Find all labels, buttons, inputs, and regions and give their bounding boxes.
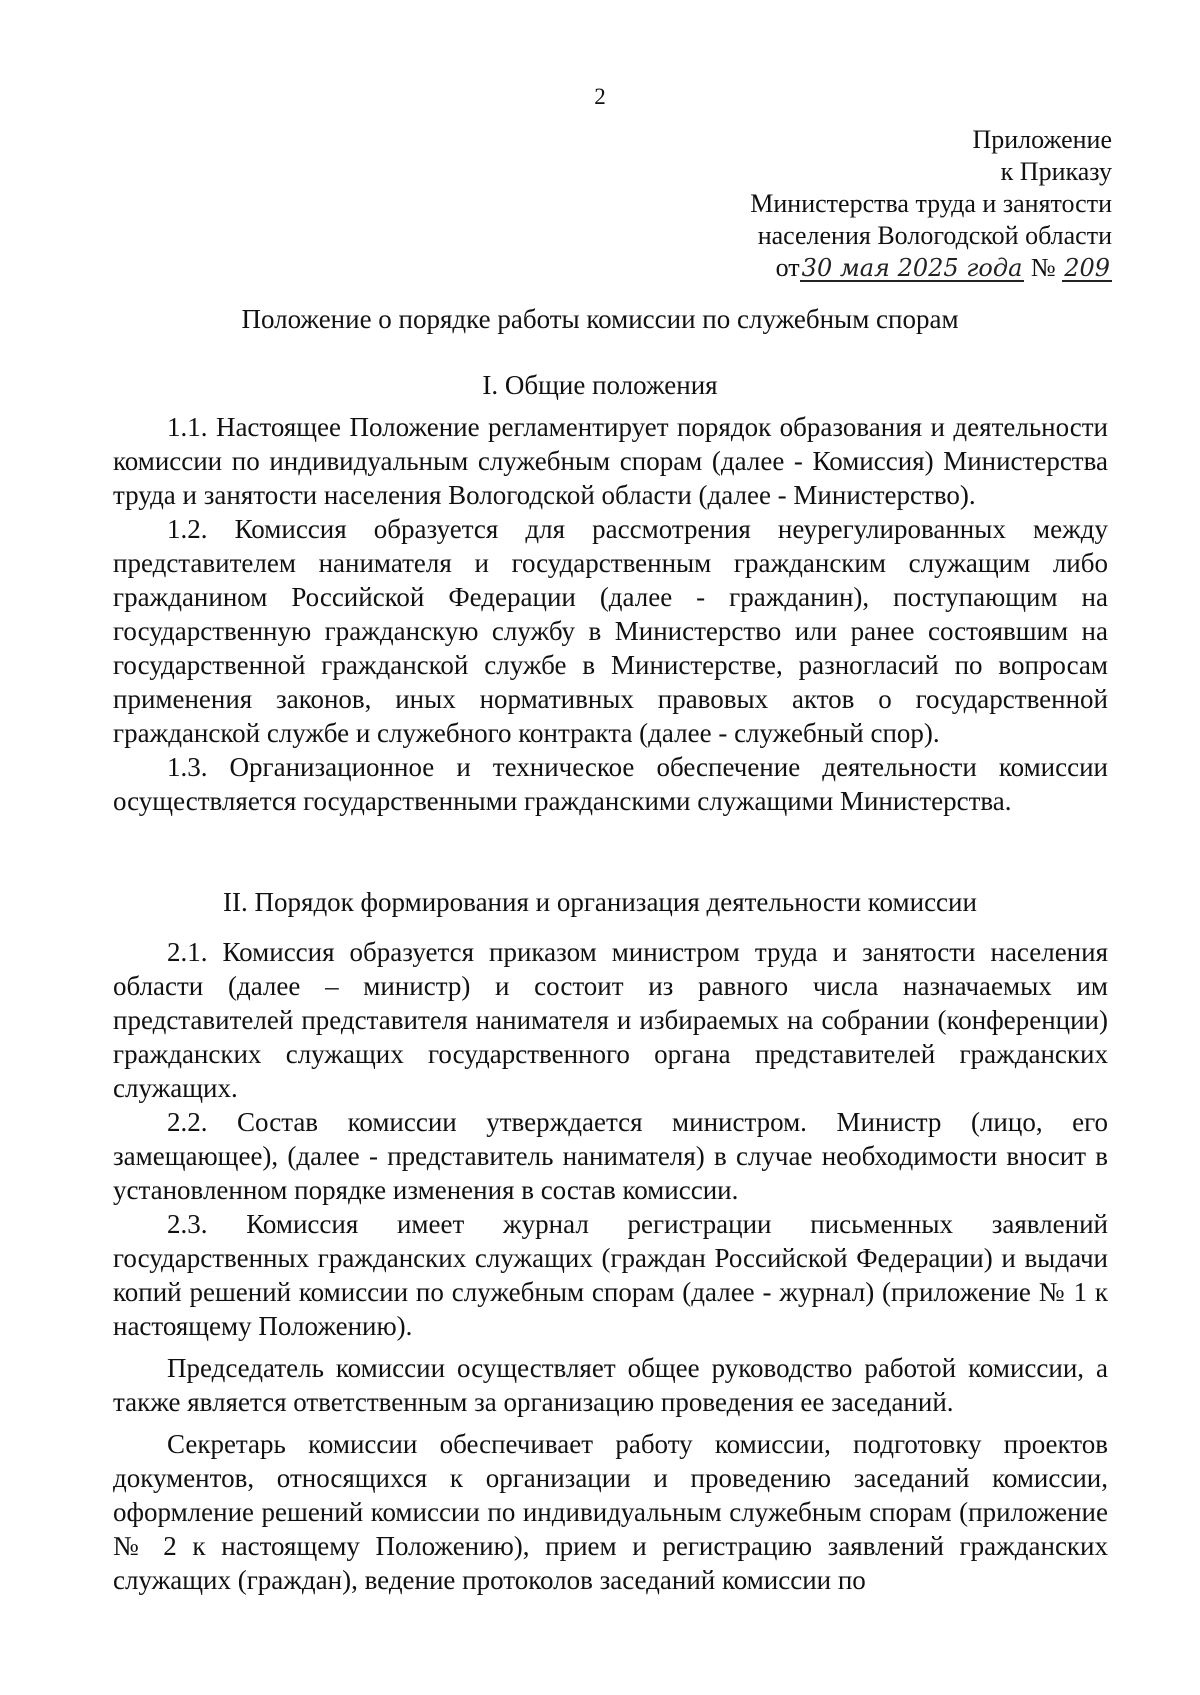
handwritten-date: 30 мая 2025 года [801,254,1023,282]
paragraph-chairman: Председатель комиссии осуществляет общее руководство работой комиссии, а также является ответственным за организацию проведения ее заседаний. [113,1353,1108,1417]
page-number: 2 [594,84,606,109]
appendix-line-4: населения Вологодской области [757,221,1112,250]
paragraph-1-1: 1.1. Настоящее Положение регламентирует порядок образования и деятельности комиссии по индивидуальным служебным спорам (далее - Комиссия) Министерства труда и занятости населения Вологодской области (далее - Министерство). [113,412,1108,510]
paragraph-2-2: 2.2. Состав комиссии утверждается министром. Министр (лицо, его замещающее), (далее - представитель нанимателя) в случае необходимости вносит в установленном порядке изменения в состав комиссии. [113,1107,1108,1205]
handwritten-number: 209 [1064,254,1110,282]
paragraph-secretary: Секретарь комиссии обеспечивает работу комиссии, подготовку проектов документов, относящихся к организации и проведению заседаний комиссии, оформление решений комиссии по индивидуальным служебным спорам (приложение № 2 к настоящему Положению), прием и регистрацию заявлений гражданских служащих (граждан), ведение протоколов заседаний комиссии по [113,1429,1108,1595]
section-2-body [113,935,1108,1597]
appendix-date-line [750,252,1112,284]
appendix-line-1: Приложение [972,125,1112,154]
section-1-heading: I. Общие положения [482,370,718,400]
number-prefix: № [1030,253,1056,282]
appendix-line-2: к Приказу [1000,157,1112,186]
section-2-heading: II. Порядок формирования и организация деятельности комиссии [223,887,977,917]
paragraph-1-2: 1.2. Комиссия образуется для рассмотрения неурегулированных между представителем нанимателя и государственным гражданским служащим либо гражданином Российской Федерации (далее - гражданин), поступающим на государственную гражданскую службу в Министерство или ранее состоявшим на государственной гражданской службе в Министерстве, разногласий по вопросам применения законов, иных нормативных правовых актов о государственной гражданской службе и служебного контракта (далее - служебный спор). [113,514,1108,748]
paragraph-2-3: 2.3. Комиссия имеет журнал регистрации письменных заявлений государственных гражданских служащих (граждан Российской Федерации) и выдачи копий решений комиссии по служебным спорам (далее - журнал) (приложение № 1 к настоящему Положению). [113,1209,1108,1341]
paragraph-2-1: 2.1. Комиссия образуется приказом министром труда и занятости населения области (далее – министр) и состоит из равного числа назначаемых им представителей представителя нанимателя и избираемых на собрании (конференции) гражданских служащих государственного органа представителей гражданских служащих. [113,937,1108,1103]
section-1-body [113,410,1108,818]
paragraph-1-3: 1.3. Организационное и техническое обеспечение деятельности комиссии осуществляется государственными гражданскими служащими Министерства. [113,752,1108,816]
appendix-header [750,124,1112,284]
date-prefix: от [775,253,800,282]
document-title: Положение о порядке работы комиссии по служебным спорам [241,304,959,334]
appendix-line-3: Министерства труда и занятости [750,189,1112,218]
